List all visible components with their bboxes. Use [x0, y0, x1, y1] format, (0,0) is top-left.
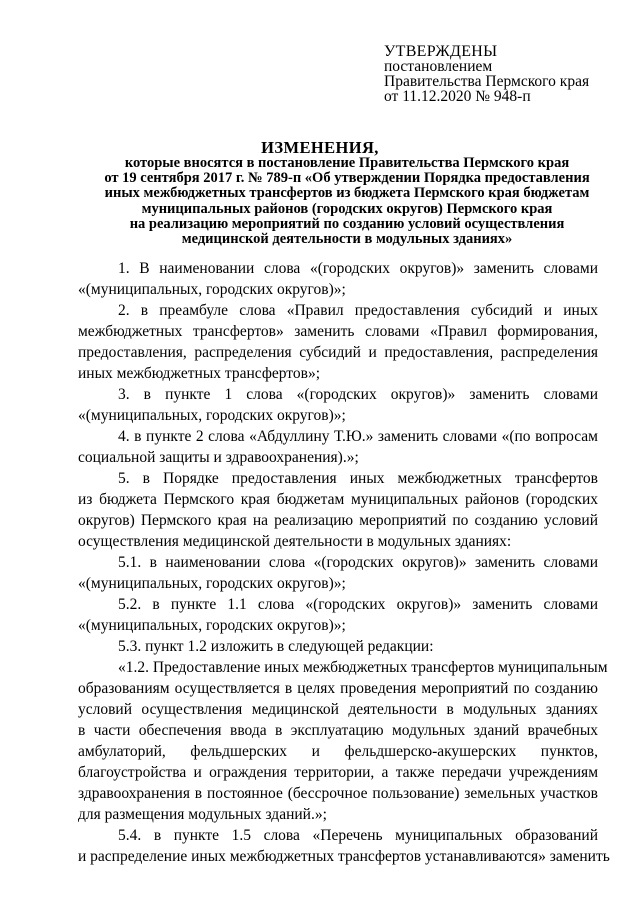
paragraph-item	[78, 468, 598, 552]
paragraph-line: из бюджета Пермского края бюджетам муниципальных районов (городских	[78, 491, 598, 508]
document-subtitle	[84, 156, 610, 247]
paragraph-item	[78, 384, 598, 426]
subtitle-line: на реализацию мероприятий по созданию условий осуществления	[129, 215, 565, 232]
paragraph-line: образованиям осуществляется в целях проведения мероприятий по созданию	[78, 680, 598, 697]
subtitle-line: иных межбюджетных трансфертов из бюджета Пермского края бюджетам	[104, 185, 590, 202]
paragraph-line: 5.1. в наименовании слова «(городских округов)» заменить словами	[118, 554, 598, 571]
paragraph-line: осуществления медицинской деятельности в модульных зданиях:	[78, 533, 512, 550]
paragraph-line: 5.3. пункт 1.2 изложить в следующей редакции:	[118, 638, 434, 655]
paragraph-line: «(муниципальных, городских округов)»;	[78, 575, 346, 592]
paragraph-line: 3. в пункте 1 слова «(городских округов)» заменить словами	[118, 386, 598, 403]
subtitle-line: медицинской деятельности в модульных зданиях»	[181, 231, 513, 248]
paragraph-item	[78, 258, 598, 300]
paragraph-line: 5.2. в пункте 1.1 слова «(городских округов)» заменить словами	[118, 596, 598, 613]
paragraph-line: иных межбюджетных трансфертов»;	[78, 365, 320, 382]
paragraph-line: 5.4. в пункте 1.5 слова «Перечень муниципальных образований	[118, 827, 598, 844]
approval-line: Правительства Пермского края	[384, 73, 590, 90]
paragraph-line: предоставления, распределения субсидий и предоставления, распределения	[78, 344, 598, 361]
paragraph-item	[78, 825, 610, 867]
paragraph-item	[78, 300, 598, 384]
paragraph-line: для размещения модульных зданий.»;	[78, 806, 327, 823]
paragraph-line: 1. В наименовании слова «(городских округов)» заменить словами	[118, 260, 598, 277]
paragraph-line: условий осуществления медицинской деятельности в модульных зданиях	[78, 701, 598, 718]
paragraph-item	[78, 657, 608, 825]
document-title: ИЗМЕНЕНИЯ,	[261, 138, 379, 157]
paragraph-line: «(муниципальных, городских округов)»;	[78, 281, 346, 298]
subtitle-line: от 19 сентября 2017 г. № 789-п «Об утверждении Порядка предоставления	[104, 170, 590, 187]
paragraph-line: округов) Пермского края на реализацию мероприятий по созданию условий	[78, 512, 598, 529]
paragraph-item	[78, 594, 598, 636]
paragraph-line: межбюджетных трансфертов» заменить словами «Правил формирования,	[78, 323, 598, 340]
paragraph-item	[78, 636, 598, 657]
approval-line: постановлением	[384, 58, 493, 75]
paragraph-item	[78, 552, 598, 594]
approval-heading: УТВЕРЖДЕНЫ	[384, 43, 498, 60]
paragraph-line: 4. в пункте 2 слова «Абдуллину Т.Ю.» заменить словами «(по вопросам	[118, 428, 598, 445]
paragraph-line: и распределение иных межбюджетных трансфертов устанавливаются» заменить	[78, 848, 610, 865]
paragraph-line: 2. в преамбуле слова «Правил предоставления субсидий и иных	[118, 302, 598, 319]
paragraph-line: «(муниципальных, городских округов)»;	[78, 407, 346, 424]
paragraph-line: благоустройства и ограждения территории, а также передачи учреждениям	[78, 764, 598, 781]
paragraph-line: амбулаторий, фельдшерских и фельдшерско-акушерских пунктов,	[78, 743, 598, 760]
document-body	[78, 258, 610, 867]
approval-line: от 11.12.2020 № 948-п	[384, 88, 531, 105]
paragraph-line: в части обеспечения ввода в эксплуатацию модульных зданий врачебных	[78, 722, 598, 739]
paragraph-line: «1.2. Предоставление иных межбюджетных трансфертов муниципальным	[118, 659, 608, 676]
approval-stamp	[384, 44, 624, 104]
subtitle-line: муниципальных районов (городских округов) Пермского края	[141, 200, 553, 217]
subtitle-line: которые вносятся в постановление Правительства Пермского края	[124, 155, 570, 171]
paragraph-line: «(муниципальных, городских округов)»;	[78, 617, 346, 634]
paragraph-item	[78, 426, 598, 468]
paragraph-line: 5. в Порядке предоставления иных межбюджетных трансфертов	[118, 470, 598, 487]
paragraph-line: здравоохранения в постоянное (бессрочное пользование) земельных участков	[78, 785, 598, 802]
paragraph-line: социальной защиты и здравоохранения).»;	[78, 449, 359, 466]
